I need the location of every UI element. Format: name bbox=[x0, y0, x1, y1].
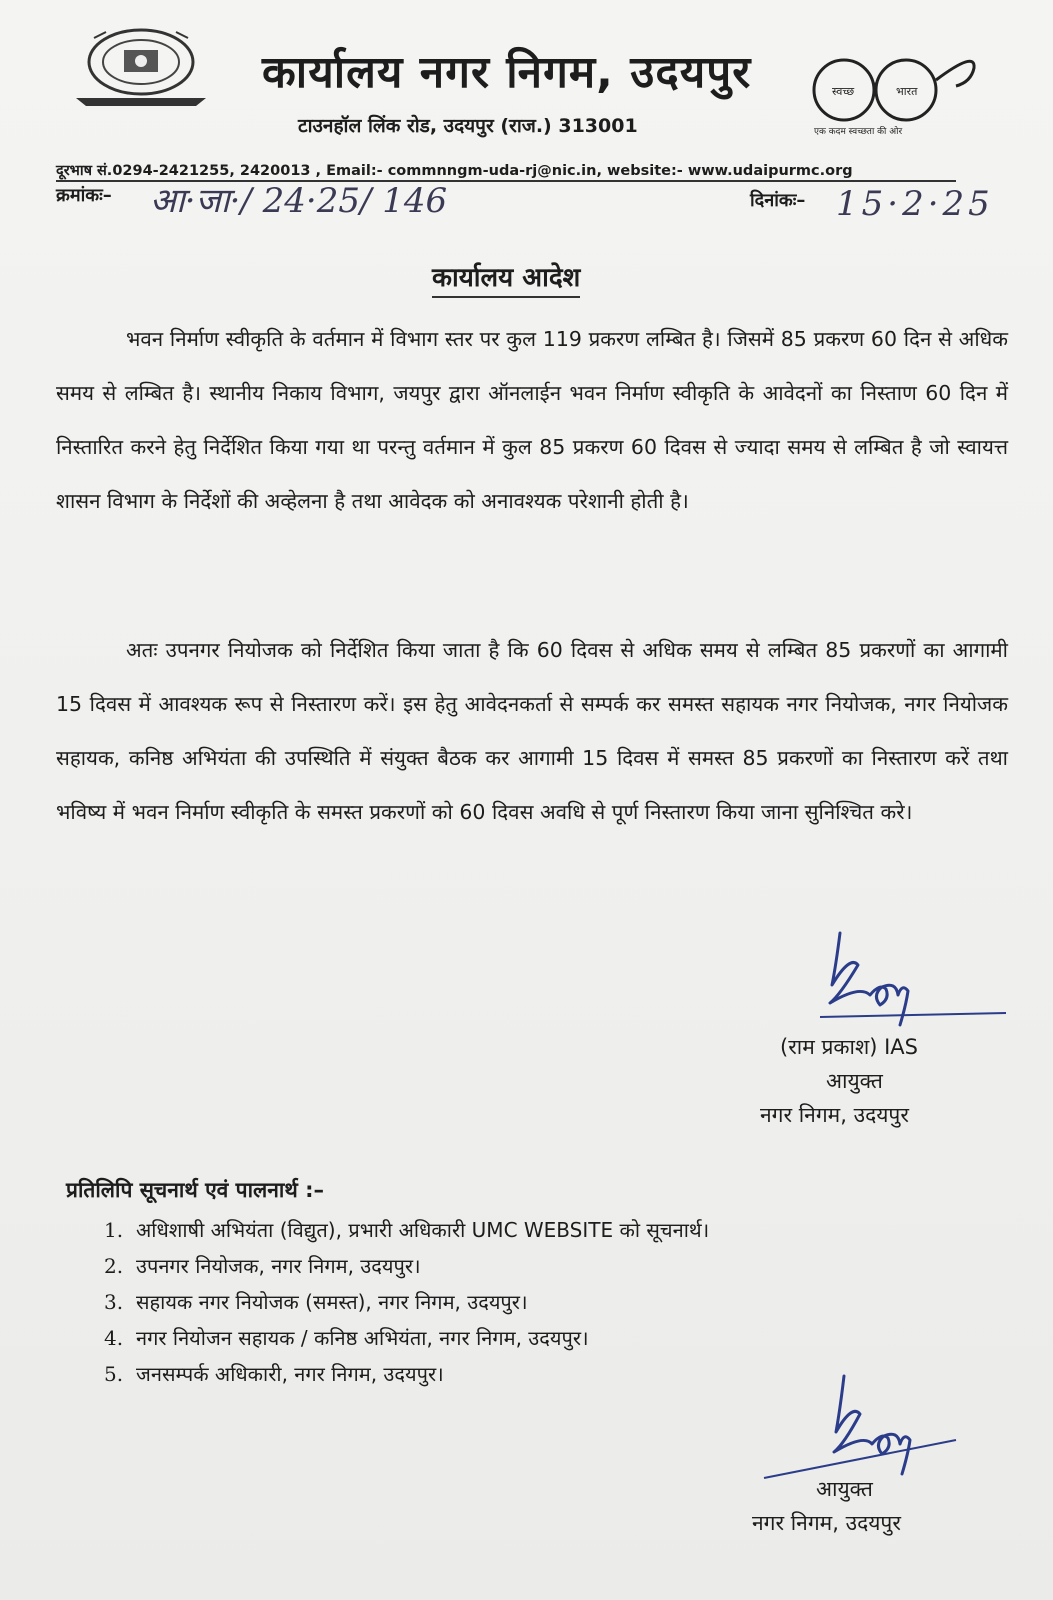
signatory-name: (राम प्रकाश) IAS bbox=[780, 1035, 919, 1059]
office-address: टाउनहॉल लिंक रोड, उदयपुर (राज.) 313001 bbox=[298, 115, 638, 137]
list-item: 4. नगर नियोजन सहायक / कनिष्ठ अभियंता, नगर निगम, उदयपुर। bbox=[104, 1326, 589, 1350]
signatory-office: नगर निगम, उदयपुर bbox=[752, 1511, 901, 1535]
date-value: 15·2·25 bbox=[836, 184, 994, 224]
document-title: कार्यालय आदेश bbox=[432, 258, 580, 298]
signatory-block-2 bbox=[752, 1472, 982, 1540]
signatory-block bbox=[760, 1030, 990, 1132]
body-paragraph-2: अतः उपनगर नियोजक को निर्देशित किया जाता है कि 60 दिवस से अधिक समय से लम्बित 85 प्रकरणों का आगामी 15 दिवस में आवश्यक रूप से निस्तारण करें। इस हेतु आवेदनकर्ता से सम्पर्क कर समस्त सहायक नगर नियोजक, नगर नियोजक सहायक, कनिष्ठ अभियंता की उपस्थिति में संयुक्त बैठक कर आगामी 15 दिवस में समस्त 85 प्रकरणों का निस्तारण करें तथा भविष्य में भवन निर्माण स्वीकृति के समस्त प्रकरणों को 60 दिवस अवधि से पूर्ण निस्तारण किया जाना सुनिश्चित करे। bbox=[56, 638, 1008, 824]
office-title: कार्यालय नगर निगम, उदयपुर bbox=[262, 47, 752, 98]
municipal-emblem-icon bbox=[66, 22, 216, 110]
list-item: 1. अधिशाषी अभियंता (विद्युत), प्रभारी अधिकारी UMC WEBSITE को सूचनार्थ। bbox=[104, 1218, 710, 1242]
svg-text:स्वच्छ: स्वच्छ bbox=[832, 85, 855, 98]
copy-to-heading: प्रतिलिपि सूचनार्थ एवं पालनार्थ :– bbox=[66, 1178, 324, 1202]
body-paragraph-1: भवन निर्माण स्वीकृति के वर्तमान में विभाग स्तर पर कुल 119 प्रकरण लम्बित है। जिसमें 85 प्रकरण 60 दिन से अधिक समय से लम्बित है। स्थानीय निकाय विभाग, जयपुर द्वारा ऑनलाईन भवन निर्माण स्वीकृति के आवेदनों का निस्ताण 60 दिन में निस्तारित करने हेतु निर्देशित किया गया था परन्तु वर्तमान में कुल 85 प्रकरण 60 दिवस से ज्यादा समय से लम्बित है जो स्वायत्त शासन विभाग के निर्देशों की अव्हेलना है तथा आवेदक को अनावश्यक परेशानी होती है। bbox=[56, 327, 1008, 513]
svg-text:एक कदम स्वच्छता की ओर: एक कदम स्वच्छता की ओर bbox=[814, 127, 903, 137]
reference-label: क्रमांकः– bbox=[56, 185, 112, 206]
list-item: 5. जनसम्पर्क अधिकारी, नगर निगम, उदयपुर। bbox=[104, 1362, 444, 1386]
signatory-designation: आयुक्त bbox=[816, 1477, 873, 1501]
list-item: 3. सहायक नगर नियोजक (समस्त), नगर निगम, उदयपुर। bbox=[104, 1290, 528, 1314]
copy-to-list bbox=[104, 1212, 709, 1392]
signature-icon bbox=[810, 925, 1010, 1035]
list-item: 2. उपनगर नियोजक, नगर निगम, उदयपुर। bbox=[104, 1254, 421, 1278]
reference-number: आ·जा·/ 24·25/ 146 bbox=[150, 181, 448, 221]
swachh-bharat-logo-icon bbox=[806, 50, 996, 140]
signatory-office: नगर निगम, उदयपुर bbox=[760, 1103, 909, 1127]
date-label: दिनांकः– bbox=[750, 190, 806, 211]
svg-text:भारत: भारत bbox=[896, 85, 918, 98]
contact-line: दूरभाष सं.0294-2421255, 2420013 , Email:- commnngm-uda-rj@nic.in, website:- www.udaipurmc.org bbox=[56, 163, 853, 179]
signatory-designation: आयुक्त bbox=[826, 1069, 883, 1093]
